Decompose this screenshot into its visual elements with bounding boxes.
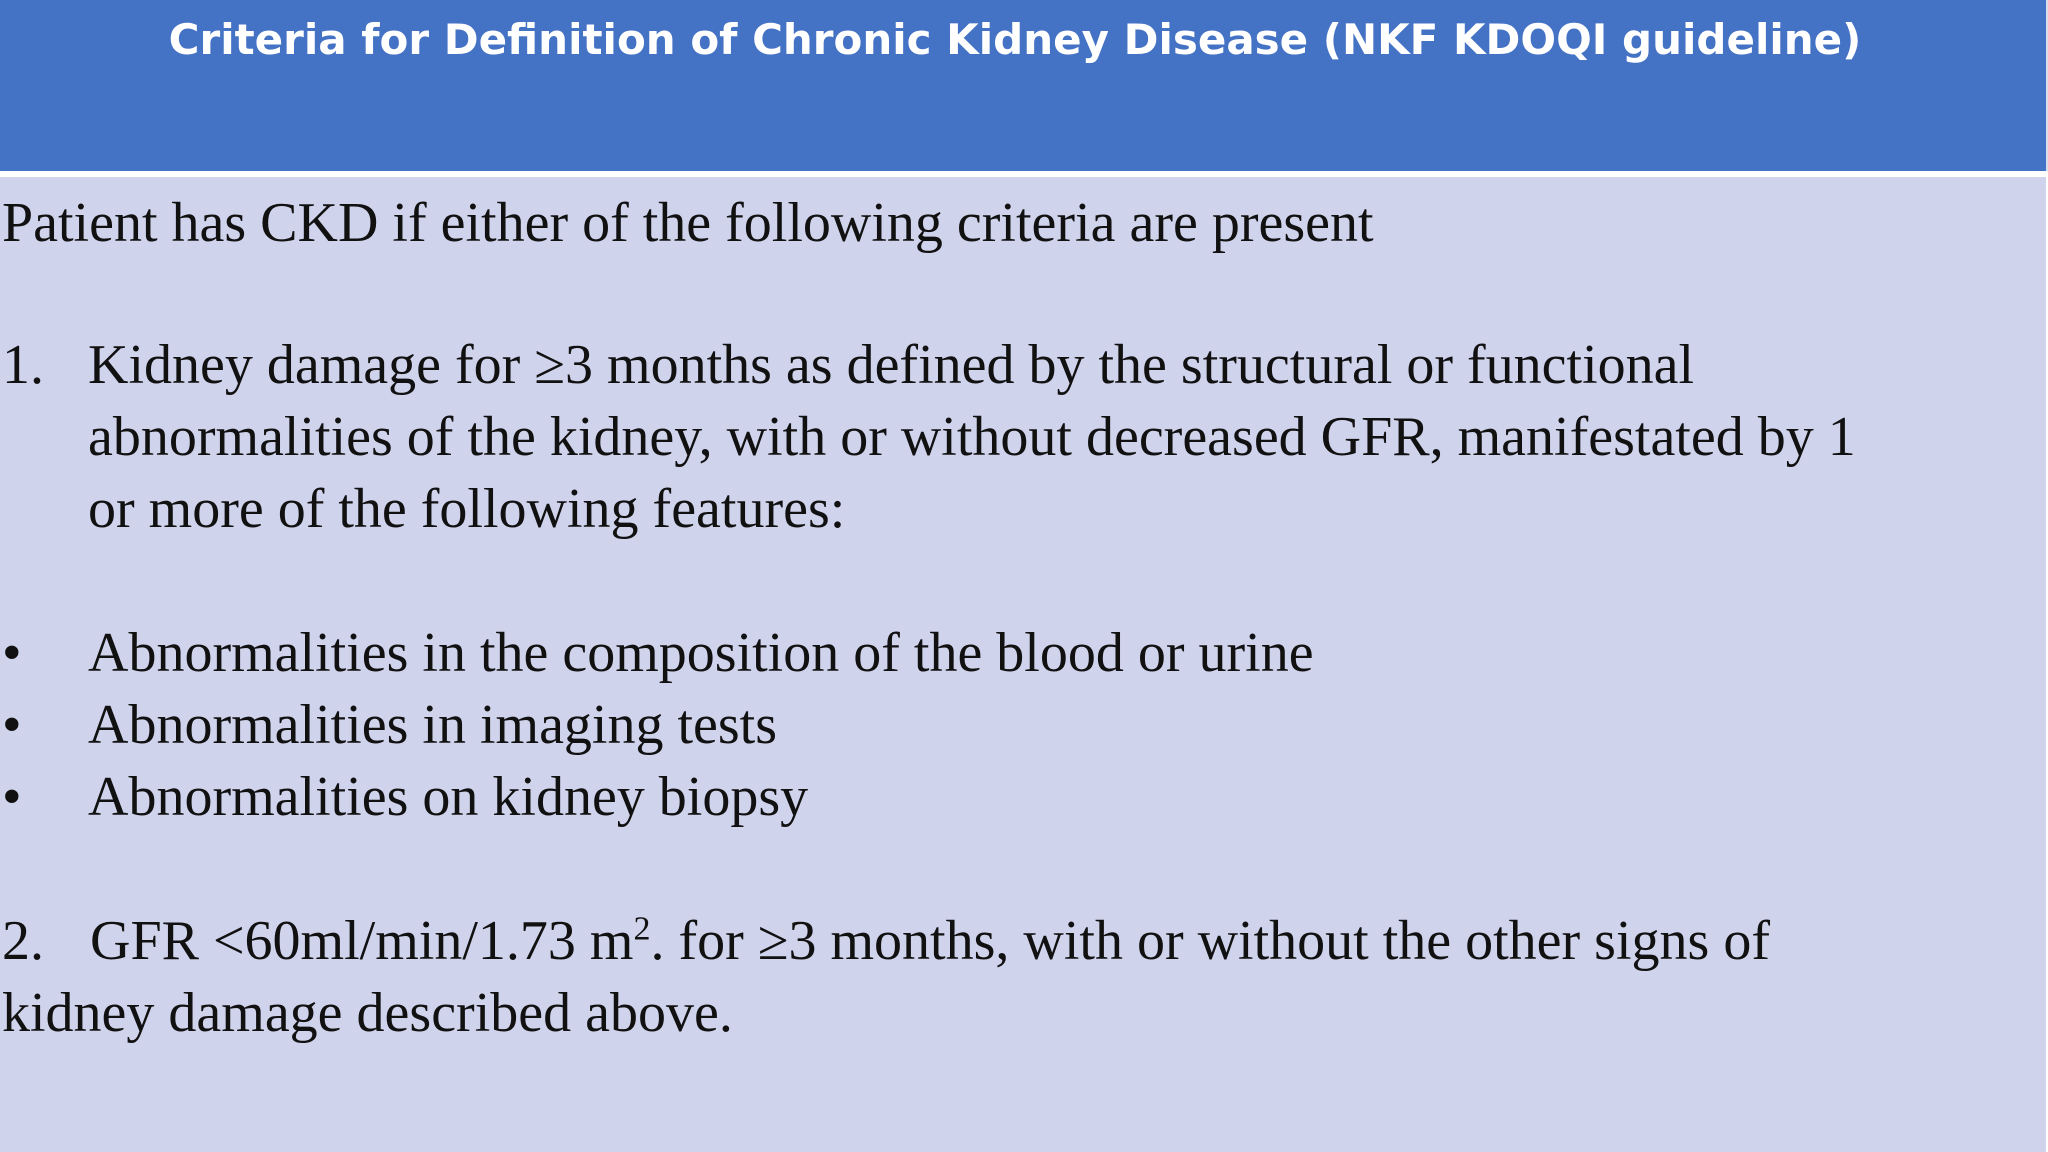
criterion-1-line: abnormalities of the kidney, with or without decreased GFR, manifestated by 1 — [88, 406, 1856, 468]
criterion-2-number: 2. — [2, 910, 44, 972]
feature-item: Abnormalities in the composition of the blood or urine — [88, 622, 1314, 684]
criterion-2-gfr-text: GFR <60ml/min/1.73 m — [90, 910, 634, 972]
feature-item: Abnormalities on kidney biopsy — [88, 766, 809, 828]
criterion-2-duration-text: . for ≥3 months, with or without the other signs of — [650, 910, 1770, 972]
criterion-1-line: Kidney damage for ≥3 months as defined by the structural or functional — [88, 334, 1695, 396]
criterion-2-superscript: 2 — [633, 910, 651, 948]
feature-item: Abnormalities in imaging tests — [88, 694, 778, 756]
bullet-icon: • — [2, 766, 22, 828]
title-bar — [0, 0, 2048, 171]
intro-text: Patient has CKD if either of the following criteria are present — [2, 192, 1374, 254]
bullet-icon: • — [2, 622, 22, 684]
criterion-1-line: or more of the following features: — [88, 478, 846, 540]
criterion-2-line-2: kidney damage described above. — [2, 982, 733, 1044]
criterion-2-line-1 — [90, 905, 1770, 977]
bullet-icon: • — [2, 694, 22, 756]
slide-title: Criteria for Definition of Chronic Kidney Disease (NKF KDOQI guideline) — [168, 15, 1862, 64]
content-panel — [0, 177, 2046, 1152]
criterion-1-number: 1. — [2, 334, 44, 396]
